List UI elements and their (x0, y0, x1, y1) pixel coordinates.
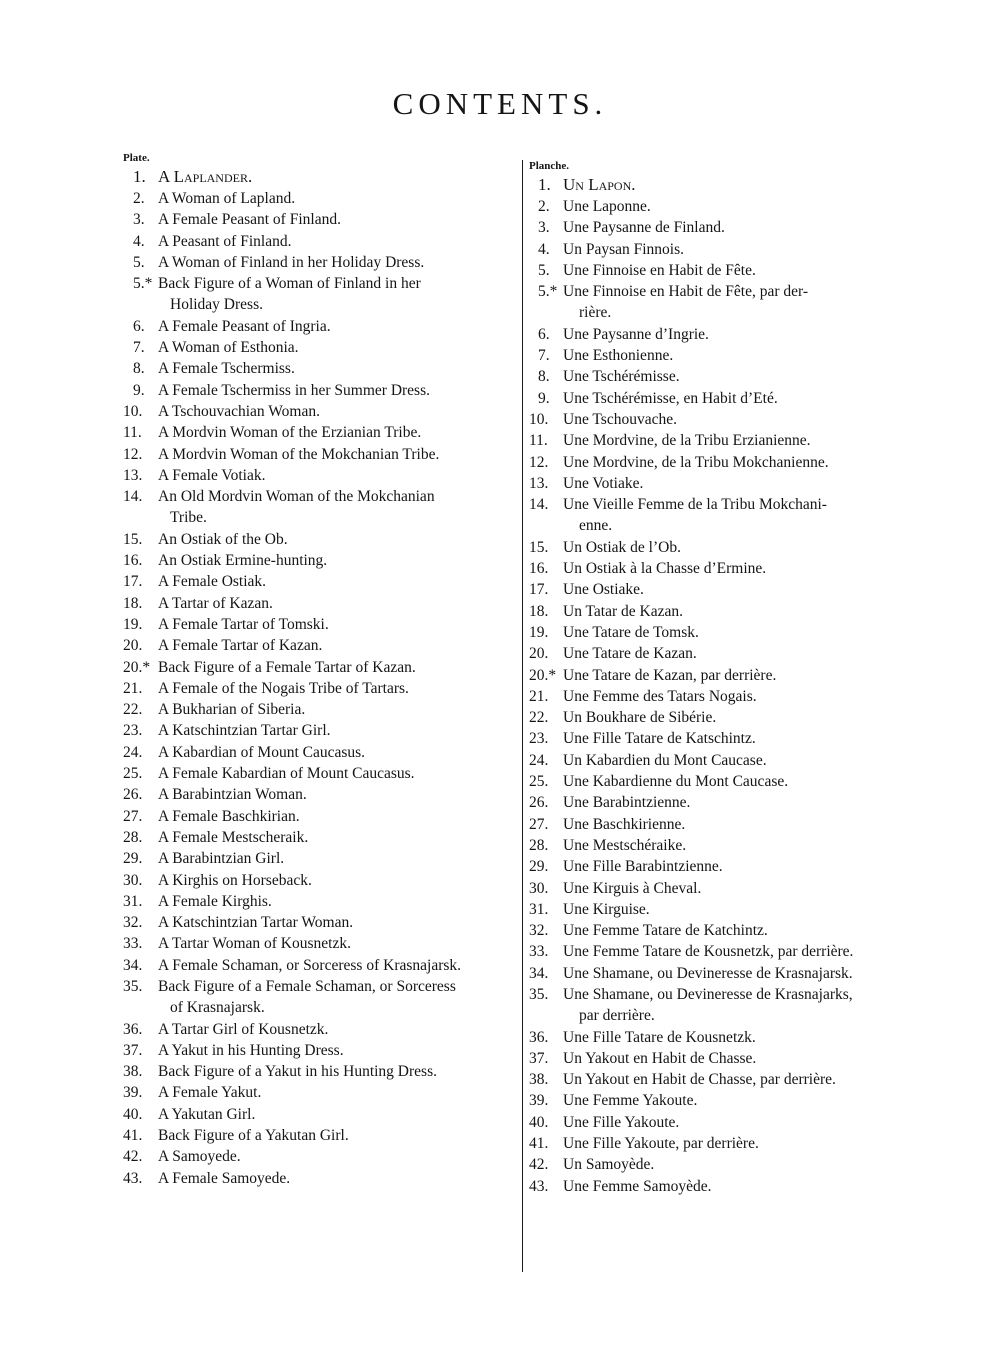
plate-number: 40. (123, 1105, 143, 1123)
english-entry-16 (120, 529, 516, 550)
plate-number: 38. (529, 1071, 549, 1089)
plate-title: Une Tschérémisse. (563, 368, 680, 386)
french-entry-20 (529, 622, 921, 643)
english-entry-32 (120, 870, 516, 891)
plate-title: Un Ostiak de l’Ob. (563, 538, 681, 556)
english-entry-23 (120, 678, 516, 699)
plate-number: 10. (529, 410, 549, 428)
plate-title: Une Mestschéraike. (563, 836, 687, 854)
plate-number: 22. (123, 701, 143, 719)
plate-number: 24. (529, 751, 549, 769)
french-entry-38 (529, 1027, 921, 1048)
plate-title: Une Tschouvache. (563, 410, 677, 428)
english-entry-21 (120, 635, 516, 656)
plate-number: 31. (529, 900, 549, 918)
french-entry-10 (529, 388, 921, 409)
plate-number: 2. (538, 198, 550, 215)
french-entry-18 (529, 579, 921, 600)
english-entry-list (120, 166, 516, 1189)
plate-number: 15. (123, 530, 143, 548)
plate-title: Une Femme Yakoute. (563, 1092, 698, 1110)
plate-title: A Tartar of Kazan. (158, 594, 273, 612)
plate-number: 39. (529, 1092, 549, 1110)
english-entry-26 (120, 742, 516, 763)
plate-number: 36. (529, 1028, 549, 1046)
english-entry-22 (120, 657, 516, 678)
plate-title: Une Femme Tatare de Katchintz. (563, 922, 768, 940)
english-entry-40 (120, 1061, 516, 1082)
plate-title: A Woman of Finland in her Holiday Dress. (158, 253, 425, 271)
english-entry-45 (120, 1168, 516, 1189)
plate-title: Une Finnoise en Habit de Fête. (563, 261, 756, 279)
plate-number: 4. (538, 240, 550, 258)
plate-title: Une Fille Tatare de Kousnetzk. (563, 1028, 756, 1046)
plate-number: 5. (133, 253, 145, 271)
french-entry-21 (529, 643, 921, 664)
plate-title: A Female Mestscheraik. (158, 828, 309, 846)
plate-number: 32. (123, 914, 143, 932)
column-divider (522, 160, 523, 1272)
plate-number: 36. (123, 1020, 143, 1038)
plate-title: A Tartar Woman of Kousnetzk. (158, 935, 351, 953)
plate-title: A Katschintzian Tartar Girl. (158, 722, 331, 740)
plate-title: Une Votiake. (563, 474, 644, 492)
french-entry-7 (529, 324, 921, 345)
plate-number: 41. (529, 1135, 549, 1153)
french-entry-23 (529, 686, 921, 707)
french-entry-12 (529, 430, 921, 451)
french-entry-19 (529, 601, 921, 622)
french-entry-29 (529, 814, 921, 835)
plate-number: 13. (529, 474, 549, 492)
plate-title: A Female Samoyede. (158, 1169, 291, 1187)
plate-title: A Peasant of Finland. (158, 232, 292, 250)
plate-number: 34. (123, 956, 143, 974)
english-entry-14 (120, 465, 516, 486)
french-entry-list (529, 174, 921, 1197)
plate-title: Une Tatare de Kazan. (563, 645, 697, 663)
plate-title: Une Shamane, ou Devineresse de Krasnajarks, (563, 985, 853, 1003)
plate-number: 16. (123, 552, 143, 570)
plate-title: Une Mordvine, de la Tribu Erzianienne. (563, 432, 811, 450)
plate-number: 10. (123, 402, 143, 420)
plate-title: Un Boukhare de Sibérie. (563, 709, 717, 727)
plate-number: 20.* (123, 658, 151, 676)
english-entry-25 (120, 720, 516, 741)
plate-number: 33. (123, 935, 143, 953)
plate-title: A Female Schaman, or Sorceress of Krasnajarsk. (158, 956, 462, 974)
plate-number: 16. (529, 560, 549, 578)
plate-title: Back Figure of a Woman of Finland in her (158, 275, 421, 293)
plate-number: 37. (529, 1049, 549, 1067)
plate-number: 41. (123, 1127, 143, 1145)
plate-title: Back Figure of a Yakutan Girl. (158, 1127, 349, 1145)
plate-title: A Mordvin Woman of the Mokchanian Tribe. (158, 445, 440, 463)
plate-title: A Laplander. (158, 167, 253, 186)
plate-number: 18. (123, 594, 143, 612)
plate-title: Back Figure of a Female Tartar of Kazan. (158, 658, 416, 676)
french-entry-42 (529, 1112, 921, 1133)
plate-number: 26. (529, 794, 549, 812)
english-entry-17 (120, 550, 516, 571)
plate-title: A Female Tschermiss. (158, 360, 295, 378)
french-entry-1 (529, 174, 921, 196)
plate-number: 22. (529, 709, 549, 727)
plate-title: A Barabintzian Girl. (158, 850, 285, 868)
plate-title: Un Ostiak à la Chasse d’Ermine. (563, 560, 767, 578)
plate-number: 20. (123, 637, 143, 655)
english-entry-36 (120, 955, 516, 976)
french-entry-37 (529, 984, 921, 1027)
plate-number: 42. (123, 1148, 143, 1166)
page-title: CONTENTS. (392, 86, 608, 121)
plate-number: 5.* (538, 283, 558, 301)
plate-number: 35. (123, 977, 143, 995)
english-entry-4 (120, 231, 516, 252)
french-contents-column (529, 150, 921, 1197)
plate-title: Une Femme Samoyède. (563, 1177, 712, 1195)
plate-number: 3. (133, 211, 145, 229)
plate-number: 33. (529, 943, 549, 961)
english-entry-5 (120, 252, 516, 273)
english-contents-column (120, 150, 516, 1189)
french-entry-34 (529, 920, 921, 941)
plate-number: 27. (529, 815, 549, 833)
plate-title: Un Tatar de Kazan. (563, 602, 683, 620)
plate-title: Un Lapon. (563, 175, 636, 194)
plate-title: A Samoyede. (158, 1148, 241, 1166)
plate-number: 24. (123, 743, 143, 761)
english-entry-44 (120, 1146, 516, 1167)
plate-title: Une Baschkirienne. (563, 815, 686, 833)
plate-title: Une Tatare de Kazan, par derrière. (563, 666, 777, 684)
plate-title: Une Paysanne d’Ingrie. (563, 325, 709, 343)
plate-title: A Woman of Lapland. (158, 190, 296, 207)
plate-number: 29. (123, 850, 143, 868)
plate-number: 5. (538, 261, 550, 279)
french-entry-15 (529, 494, 921, 537)
english-entry-35 (120, 933, 516, 954)
french-entry-27 (529, 771, 921, 792)
plate-number: 21. (123, 679, 143, 697)
plate-number: 8. (538, 368, 550, 386)
english-entry-30 (120, 827, 516, 848)
english-entry-19 (120, 593, 516, 614)
plate-title: Un Paysan Finnois. (563, 240, 684, 258)
plate-title: A Female Ostiak. (158, 573, 267, 591)
french-entry-30 (529, 835, 921, 856)
plate-number: 12. (123, 445, 143, 463)
plate-number: 7. (538, 347, 550, 365)
plate-number: 43. (123, 1169, 143, 1187)
plate-title: Une Kirguise. (563, 900, 650, 918)
plate-title: Une Finnoise en Habit de Fête, par der- (563, 283, 809, 301)
plate-title: A Yakut in his Hunting Dress. (158, 1041, 344, 1059)
english-entry-3 (120, 209, 516, 230)
plate-title: A Mordvin Woman of the Erzianian Tribe. (158, 424, 422, 442)
english-entry-12 (120, 422, 516, 443)
english-entry-37 (120, 976, 516, 1019)
plate-title: Une Fille Yakoute, par derrière. (563, 1135, 759, 1153)
plate-title: Une Tatare de Tomsk. (563, 623, 699, 641)
french-entry-5 (529, 260, 921, 281)
plate-number: 27. (123, 807, 143, 825)
french-entry-16 (529, 537, 921, 558)
french-entry-32 (529, 878, 921, 899)
plate-number: 7. (133, 339, 145, 357)
english-entry-10 (120, 380, 516, 401)
plate-title: Une Vieille Femme de la Tribu Mokchani- (563, 496, 827, 514)
plate-number: 23. (123, 722, 143, 740)
plate-number: 19. (123, 615, 143, 633)
plate-number: 1. (133, 167, 146, 186)
plate-title: Une Esthonienne. (563, 347, 674, 365)
plate-title: A Barabintzian Woman. (158, 786, 307, 804)
english-entry-31 (120, 848, 516, 869)
french-entry-44 (529, 1154, 921, 1175)
english-entry-2 (120, 188, 516, 209)
english-entry-1 (120, 166, 516, 188)
french-entry-8 (529, 345, 921, 366)
plate-title: Un Kabardien du Mont Caucase. (563, 751, 767, 769)
plate-title: A Female Kirghis. (158, 892, 272, 910)
french-entry-14 (529, 473, 921, 494)
plate-title: A Female of the Nogais Tribe of Tartars. (158, 679, 409, 697)
plate-title: A Tschouvachian Woman. (158, 402, 320, 420)
plate-title: Une Paysanne de Finland. (563, 219, 725, 237)
plate-number: 39. (123, 1084, 143, 1102)
plate-number: 26. (123, 786, 143, 804)
english-entry-11 (120, 401, 516, 422)
plate-number: 3. (538, 219, 550, 237)
french-entry-6 (529, 281, 921, 324)
french-entry-33 (529, 899, 921, 920)
plate-number: 31. (123, 892, 143, 910)
plate-title-continuation: Tribe. (170, 509, 207, 527)
plate-number: 28. (123, 828, 143, 846)
plate-title-continuation: par derrière. (579, 1007, 655, 1025)
plate-title-continuation: Holiday Dress. (170, 296, 263, 314)
english-entry-8 (120, 337, 516, 358)
english-entry-34 (120, 912, 516, 933)
plate-number: 28. (529, 836, 549, 854)
french-entry-28 (529, 792, 921, 813)
plate-title: Une Ostiake. (563, 581, 644, 599)
plate-title-continuation: enne. (579, 517, 613, 535)
plate-title: Une Fille Barabintzienne. (563, 858, 723, 876)
plate-title: A Female Tartar of Tomski. (158, 615, 329, 633)
french-entry-25 (529, 728, 921, 749)
french-entry-45 (529, 1176, 921, 1197)
plate-title: Un Samoyède. (563, 1156, 655, 1174)
plate-number: 17. (529, 581, 549, 599)
english-entry-39 (120, 1040, 516, 1061)
plate-number: 30. (123, 871, 143, 889)
plate-title: Une Mordvine, de la Tribu Mokchanienne. (563, 453, 829, 471)
plate-title: A Female Peasant of Ingria. (158, 317, 331, 335)
plate-number: 9. (538, 389, 550, 407)
plate-number: 42. (529, 1156, 549, 1174)
plate-number: 25. (529, 773, 549, 791)
plate-number: 34. (529, 964, 549, 982)
plate-title: A Female Votiak. (158, 466, 266, 484)
plate-title: Une Fille Yakoute. (563, 1113, 680, 1131)
plate-number: 17. (123, 573, 143, 591)
plate-title-continuation: rière. (579, 304, 612, 322)
french-entry-26 (529, 750, 921, 771)
english-entry-29 (120, 806, 516, 827)
english-entry-33 (120, 891, 516, 912)
plate-number: 4. (133, 232, 145, 250)
french-entry-24 (529, 707, 921, 728)
french-entry-40 (529, 1069, 921, 1090)
french-entry-13 (529, 452, 921, 473)
french-entry-11 (529, 409, 921, 430)
plate-title: A Woman of Esthonia. (158, 339, 299, 357)
plate-title: Une Shamane, ou Devineresse de Krasnajarsk. (563, 964, 853, 982)
plate-title: Une Tschérémisse, en Habit d’Eté. (563, 389, 778, 407)
plate-number: 21. (529, 687, 549, 705)
plate-title: Une Kabardienne du Mont Caucase. (563, 773, 789, 791)
plate-title: A Female Tartar of Kazan. (158, 637, 323, 655)
english-entry-15 (120, 486, 516, 529)
english-entry-6 (120, 273, 516, 316)
plate-number: 6. (133, 317, 145, 335)
english-entry-13 (120, 444, 516, 465)
plate-title: Une Femme des Tatars Nogais. (563, 687, 757, 705)
english-entry-42 (120, 1104, 516, 1125)
english-entry-9 (120, 358, 516, 379)
plate-number: 14. (123, 488, 143, 506)
plate-number: 32. (529, 922, 549, 940)
plate-number: 8. (133, 360, 145, 378)
plate-title: A Bukharian of Siberia. (158, 701, 306, 719)
plate-title: A Yakutan Girl. (158, 1105, 256, 1123)
english-entry-41 (120, 1082, 516, 1103)
plate-number: 30. (529, 879, 549, 897)
french-entry-2 (529, 196, 921, 217)
plate-number: 25. (123, 765, 143, 783)
plate-title: A Female Tschermiss in her Summer Dress. (158, 381, 430, 399)
french-entry-31 (529, 856, 921, 877)
planche-column-header: Planche. (529, 160, 570, 172)
plate-number: 29. (529, 858, 549, 876)
english-entry-43 (120, 1125, 516, 1146)
plate-title: A Female Baschkirian. (158, 807, 300, 825)
french-entry-36 (529, 963, 921, 984)
plate-number: 9. (133, 381, 145, 399)
plate-column-header: Plate. (123, 152, 150, 164)
plate-title: Une Barabintzienne. (563, 794, 691, 812)
plate-number: 19. (529, 623, 549, 641)
english-entry-18 (120, 571, 516, 592)
plate-number: 20.* (529, 666, 557, 684)
french-entry-41 (529, 1090, 921, 1111)
plate-number: 38. (123, 1063, 143, 1081)
english-entry-28 (120, 784, 516, 805)
english-entry-20 (120, 614, 516, 635)
french-entry-9 (529, 366, 921, 387)
english-entry-7 (120, 316, 516, 337)
plate-number: 15. (529, 538, 549, 556)
french-entry-43 (529, 1133, 921, 1154)
plate-number: 37. (123, 1041, 143, 1059)
plate-title: An Old Mordvin Woman of the Mokchanian (158, 488, 435, 506)
french-entry-4 (529, 239, 921, 260)
plate-number: 5.* (133, 275, 153, 293)
plate-title: Back Figure of a Yakut in his Hunting Dress. (158, 1063, 437, 1081)
english-entry-24 (120, 699, 516, 720)
english-entry-27 (120, 763, 516, 784)
plate-title: Back Figure of a Female Schaman, or Sorceress (158, 977, 456, 995)
plate-number: 1. (538, 175, 551, 194)
plate-title: Une Femme Tatare de Kousnetzk, par derrière. (563, 943, 854, 961)
plate-title: An Ostiak Ermine-hunting. (158, 552, 328, 570)
plate-title: An Ostiak of the Ob. (158, 530, 288, 548)
plate-number: 14. (529, 496, 549, 514)
plate-title: Un Yakout en Habit de Chasse. (563, 1049, 757, 1067)
plate-number: 23. (529, 730, 549, 748)
plate-number: 18. (529, 602, 549, 620)
plate-title: A Tartar Girl of Kousnetzk. (158, 1020, 329, 1038)
plate-number: 12. (529, 453, 549, 471)
french-entry-22 (529, 665, 921, 686)
plate-number: 2. (133, 190, 145, 207)
plate-number: 20. (529, 645, 549, 663)
english-entry-38 (120, 1019, 516, 1040)
french-entry-17 (529, 558, 921, 579)
plate-number: 43. (529, 1177, 549, 1195)
plate-number: 11. (123, 424, 142, 442)
plate-title: A Kirghis on Horseback. (158, 871, 312, 889)
plate-number: 35. (529, 985, 549, 1003)
french-entry-39 (529, 1048, 921, 1069)
plate-number: 11. (529, 432, 548, 450)
french-entry-3 (529, 217, 921, 238)
plate-title: Une Laponne. (563, 198, 651, 215)
plate-number: 6. (538, 325, 550, 343)
french-entry-35 (529, 941, 921, 962)
plate-title: A Kabardian of Mount Caucasus. (158, 743, 366, 761)
plate-title-continuation: of Krasnajarsk. (170, 999, 265, 1017)
plate-number: 13. (123, 466, 143, 484)
plate-title: A Female Kabardian of Mount Caucasus. (158, 765, 415, 783)
plate-title: A Katschintzian Tartar Woman. (158, 914, 354, 932)
plate-title: A Female Yakut. (158, 1084, 262, 1102)
plate-number: 40. (529, 1113, 549, 1131)
plate-title: Une Kirguis à Cheval. (563, 879, 702, 897)
plate-title: Une Fille Tatare de Katschintz. (563, 730, 756, 748)
plate-title: A Female Peasant of Finland. (158, 211, 341, 229)
plate-title: Un Yakout en Habit de Chasse, par derrière. (563, 1071, 836, 1089)
